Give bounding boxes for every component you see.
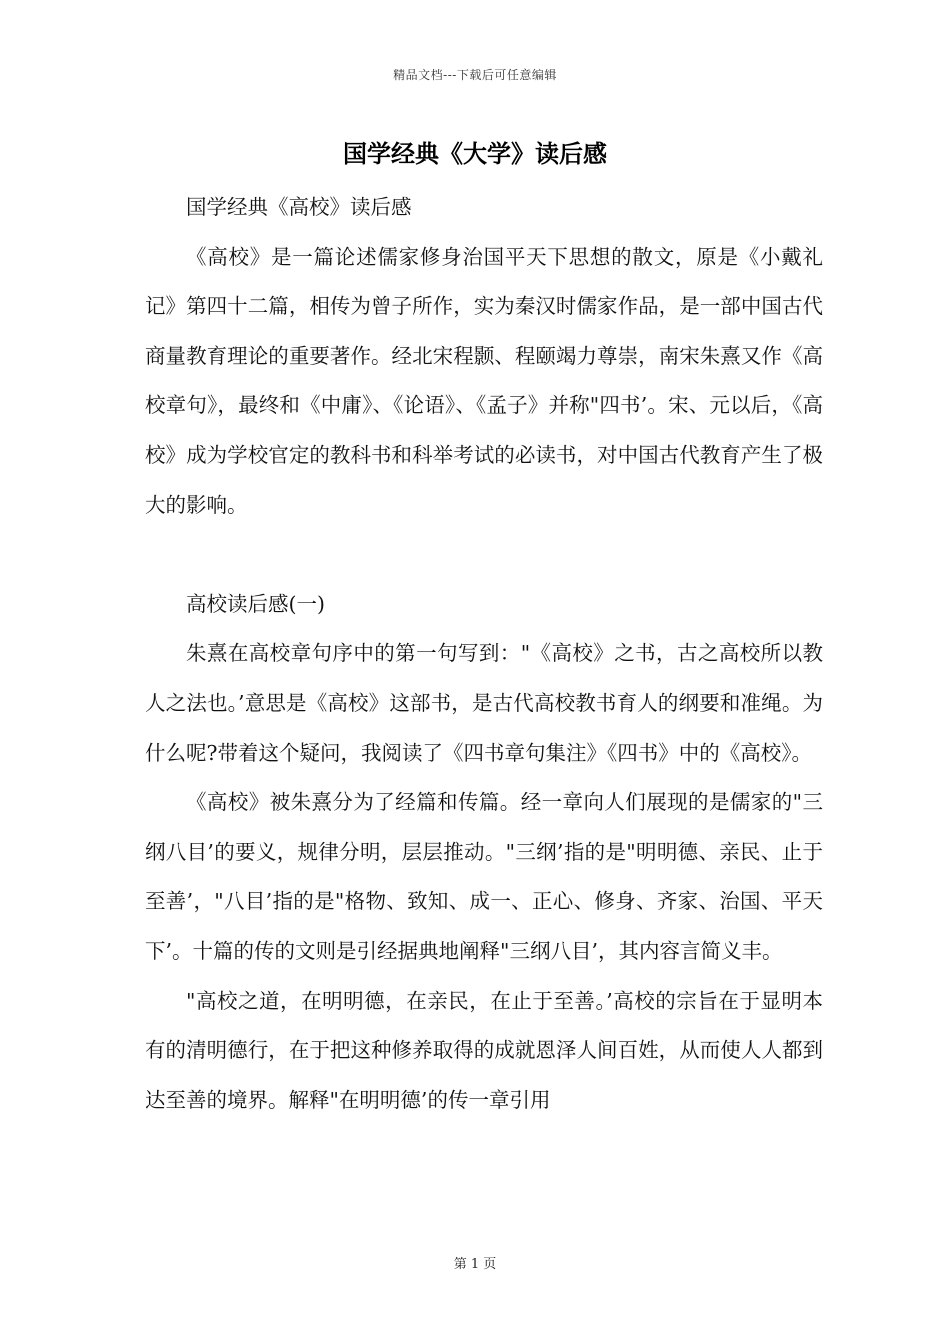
section-heading: 高校读后感(一) — [186, 591, 325, 616]
paragraph-intro: 《高校》是一篇论述儒家修身治国平天下思想的散文，原是《小戴礼记》第四十二篇，相传为曾子所作，实为秦汉时儒家作品，是一部中国古代商量教育理论的重要著作。经北宋程颢、程颐竭力尊崇，南宋朱熹又作《高校章句》，最终和《中庸》、《论语》、《孟子》并称"四书’。宋、元以后，《高校》成为学校官定的教科书和科举考试的必读书，对中国古代教育产生了极大的影响。 — [145, 244, 823, 517]
document-title: 国学经典《大学》读后感 — [343, 139, 607, 168]
document-body — [145, 183, 823, 1125]
page-header: 精品文档---下载后可任意编辑 — [393, 68, 557, 82]
paragraph-spacer — [145, 530, 823, 580]
paragraph: "高校之道，在明明德，在亲民，在止于至善。’高校的宗旨在于显明本有的清明德行，在于把这种修养取得的成就恩泽人间百姓，从而使人人都到达至善的境界。解释"在明明德’的传一章引用 — [145, 988, 823, 1112]
paragraph: 朱熹在高校章句序中的第一句写到："《高校》之书，古之高校所以教人之法也。’意思是《高校》这部书，是古代高校教书育人的纲要和准绳。为什么呢?带着这个疑问，我阅读了《四书章句集注》《四书》中的《高校》。 — [145, 641, 823, 765]
paragraph: 《高校》被朱熹分为了经篇和传篇。经一章向人们展现的是儒家的"三纲八目’的要义，规律分明，层层推动。"三纲’指的是"明明德、亲民、止于至善’，"八目’指的是"格物、致知、成一、正心、修身、齐家、治国、平天下’。十篇的传的文则是引经据典地阐释"三纲八目’，其内容言简义丰。 — [145, 790, 823, 963]
page-number: 第 1 页 — [453, 1257, 497, 1272]
paragraph-subtitle: 国学经典《高校》读后感 — [186, 195, 412, 219]
